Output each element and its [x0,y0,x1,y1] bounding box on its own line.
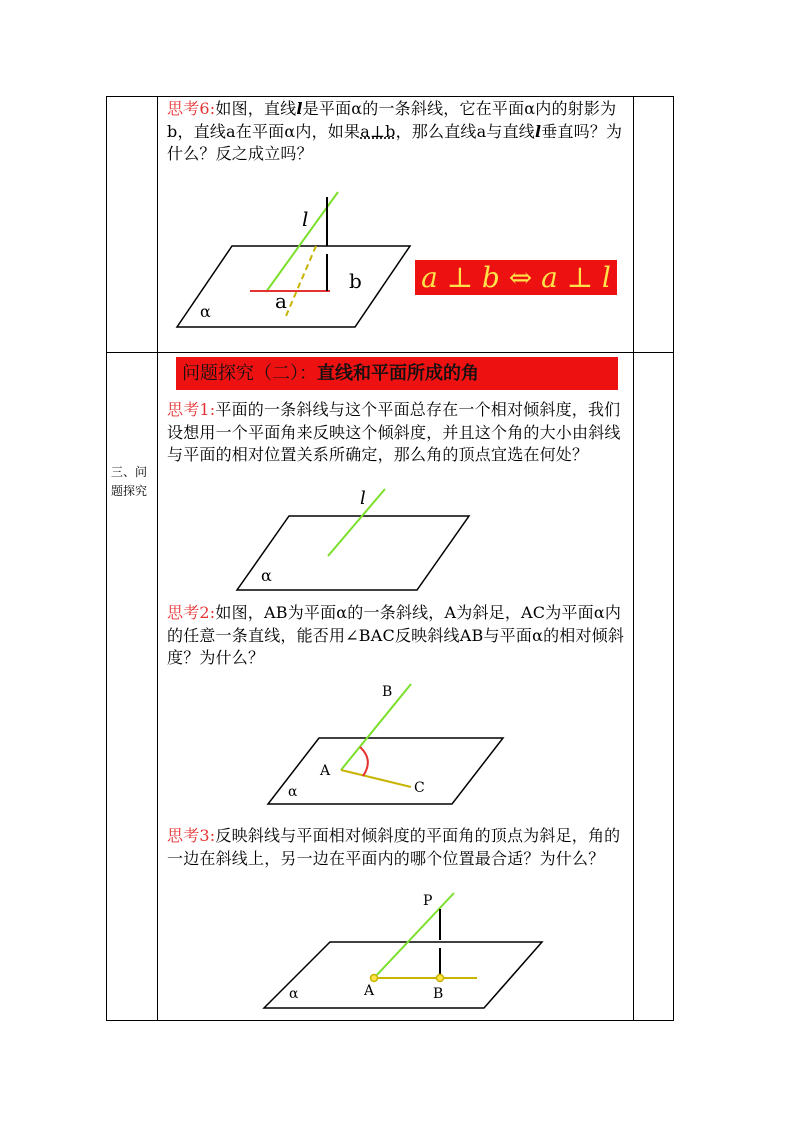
think6-text-3: ，那么直线a与直线 [395,121,535,141]
think6-l-2: l [534,121,542,141]
think6-text-1: 如图，直线 [215,99,297,118]
label-B-2: B [382,684,393,700]
think2-text: 如图，AB为平面α的一条斜线，A为斜足，AC为平面α内的任意一条直线，能否用∠BAC反映斜线AB与平面α的相对倾斜度？为什么？ [167,603,625,667]
banner-prefix: 问题探究（二）： [182,363,317,384]
think6-condition: a⊥b [360,121,396,141]
plane-alpha-3 [264,942,542,1008]
point-B [437,975,444,982]
label-A-2: A [320,763,331,779]
label-alpha: α [200,302,211,321]
think1-text: 平面的一条斜线与这个平面总存在一个相对倾斜度，我们设想用一个平面角来反映这个倾斜度，并且这个角的大小由斜线与平面的相对位置关系所确定，那么角的顶点宜选在何处？ [167,400,621,464]
think6-label: 思考6: [167,99,216,118]
think6-text-2: 是平面α的一条斜线，它在平面α内的射影为b，直线a在平面α内，如果 [167,99,617,141]
label-A-3: A [364,983,375,999]
line-AP [374,893,454,978]
think6-text-4: 垂直吗？为什么？反之成立吗？ [167,121,623,163]
label-b: b [349,269,362,293]
label-B-3: B [433,986,444,1002]
label-P-3: P [423,893,433,909]
think2-label: 思考2: [167,603,216,622]
point-A [371,975,378,982]
label-l: l [302,207,309,231]
label-l-1: l [360,488,366,509]
banner-main: 直线和平面所成的角 [317,363,479,384]
think6-l: l [296,99,303,118]
label-a: a [275,289,287,313]
formula-box: a ⊥ b ⇔ a ⊥ l [415,260,617,295]
section-label: 三、问题探究 [111,465,148,498]
label-alpha-2: α [288,784,298,800]
think3-label: 思考3: [167,826,216,845]
think1-label: 思考1: [167,400,216,419]
label-alpha-3: α [289,986,299,1002]
think3-text: 反映斜线与平面相对倾斜度的平面角的顶点为斜足，角的一边在斜线上，另一边在平面内的哪个位置最合适？为什么？ [167,826,621,868]
label-C-2: C [414,780,425,796]
label-alpha-1: α [261,566,272,585]
